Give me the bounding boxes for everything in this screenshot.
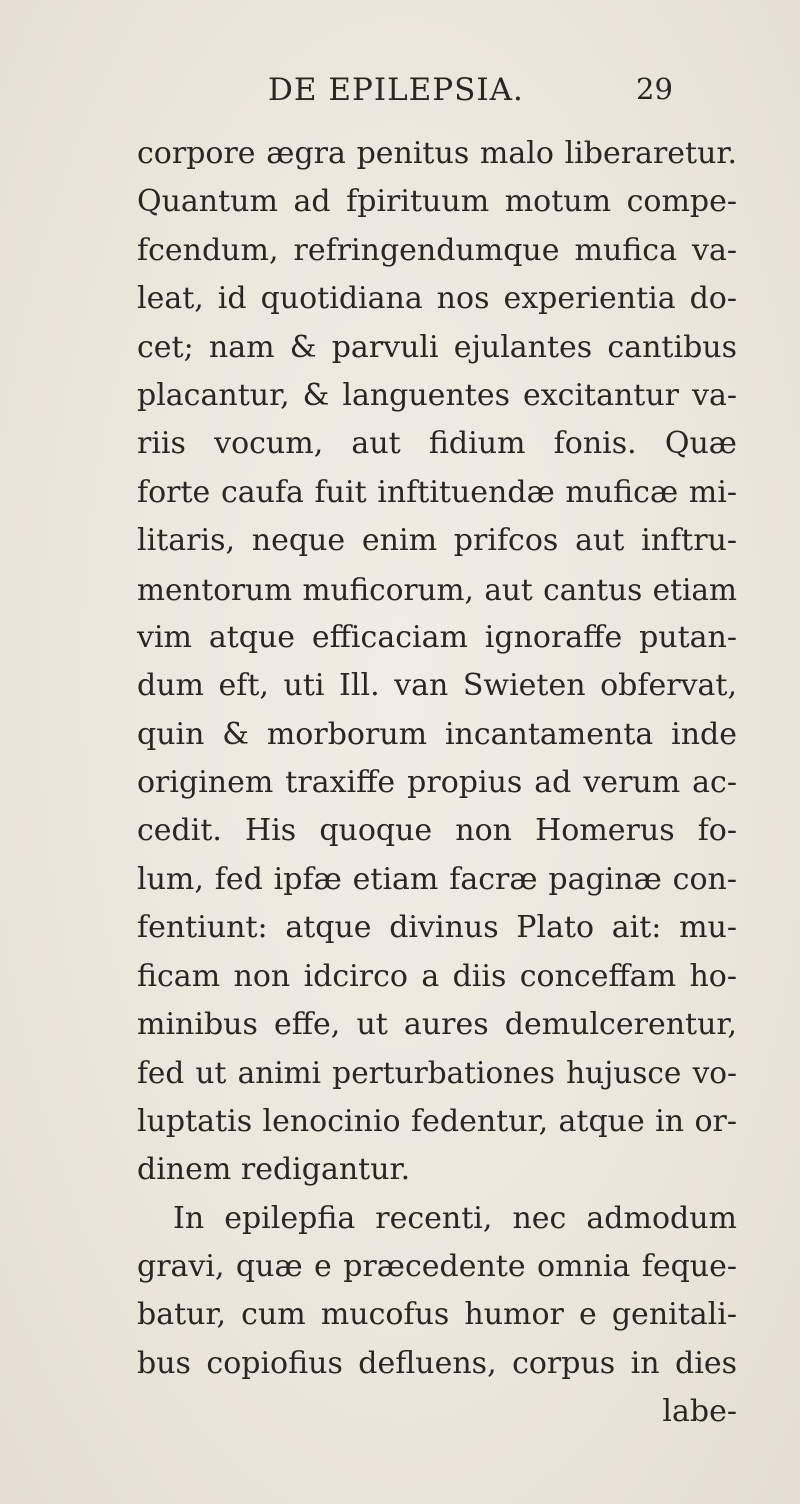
catchword: labe- — [662, 1394, 737, 1430]
text-line: riis vocum, aut fidium fonis. Quæ — [137, 426, 737, 462]
text-line: batur, cum mucofus humor e genitali- — [137, 1297, 737, 1333]
text-line: cedit. His quoque non Homerus fo- — [137, 813, 737, 849]
text-line: minibus effe, ut aures demulcerentur, — [137, 1007, 737, 1043]
text-line: bus copiofius defluens, corpus in dies — [137, 1345, 737, 1381]
text-line: lum, fed ipfæ etiam facræ paginæ con- — [137, 861, 737, 897]
text-line: fed ut animi perturbationes hujusce vo- — [137, 1056, 737, 1091]
paragraph-start-line: In epilepfia recenti, nec admodum — [173, 1200, 737, 1236]
text-line: quin & morborum incantamenta inde — [137, 716, 737, 752]
text-line: dum eft, uti Ill. van Swieten obfervat, — [137, 668, 737, 704]
header-title: DE EPILEPSIA. — [268, 72, 524, 108]
text-line: cet; nam & parvuli ejulantes cantibus — [137, 329, 737, 365]
text-line: originem traxiffe propius ad verum ac- — [137, 765, 737, 801]
text-line: Quantum ad fpirituum motum compe- — [137, 184, 737, 220]
text-line: forte caufa fuit inftituendæ muficæ mi- — [137, 474, 737, 510]
text-line: mentorum muficorum, aut cantus etiam — [137, 572, 737, 607]
text-line: ficam non idcirco a diis conceffam ho- — [137, 958, 737, 994]
text-line: gravi, quæ e præcedente omnia feque- — [137, 1248, 737, 1284]
text-line: leat, id quotidiana nos experientia do- — [137, 281, 737, 317]
text-line: vim atque efficaciam ignoraffe putan- — [137, 619, 737, 655]
body-text — [137, 130, 737, 1437]
text-line: dinem redigantur. — [137, 1152, 411, 1188]
page-number: 29 — [636, 72, 673, 106]
text-line: fcendum, refringendumque mufica va- — [137, 232, 737, 268]
text-line: luptatis lenocinio fedentur, atque in or- — [137, 1103, 737, 1139]
text-line: placantur, & languentes excitantur va- — [137, 377, 737, 413]
text-line: litaris, neque enim prifcos aut inftru- — [137, 523, 737, 559]
text-line: corpore ægra penitus malo liberaretur. — [137, 136, 737, 171]
text-line: fentiunt: atque divinus Plato ait: mu- — [137, 910, 737, 946]
running-head — [0, 72, 800, 120]
